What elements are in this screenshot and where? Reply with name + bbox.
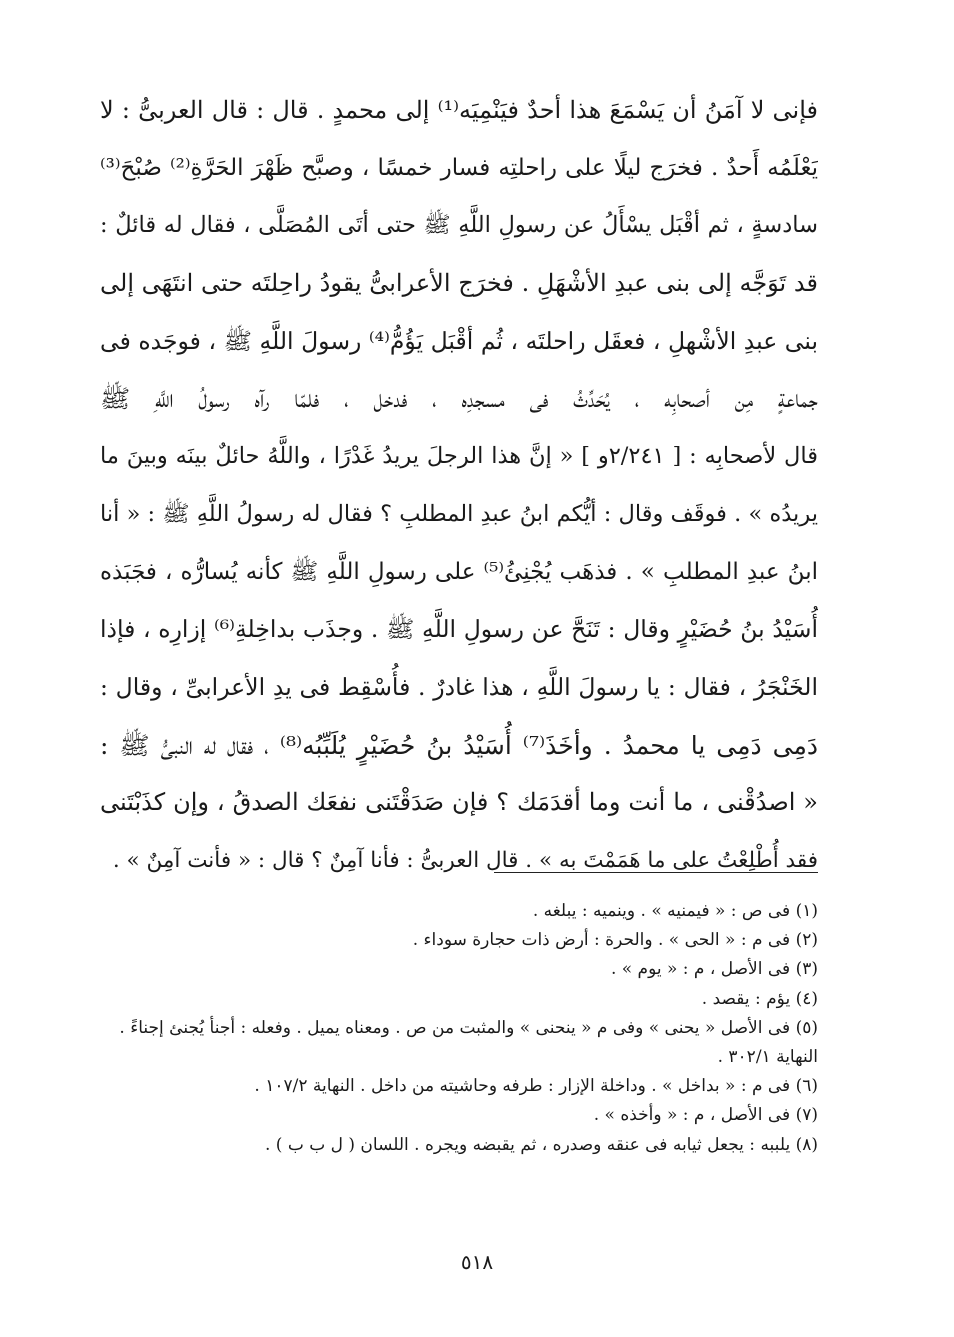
- main-text-line: الخَنْجَرُ ، فقال : يا رسولَ اللَّهِ ، هذا غادرٌ . فأُسْقِط فى يدِ الأعرابىِّ ، وقال :: [100, 672, 818, 701]
- main-text-line: قال لأصحابِه : [ ٢/٢٤١و ] « إنَّ هذا الرجلَ يريدُ غَدْرًا ، واللَّهُ حائلٌ بينَه وبينَ ما: [100, 443, 818, 470]
- footnote-line: (٣) فى الأصل ، م : « يوم » .: [610, 959, 818, 980]
- main-text-line: دَمِى دَمِى يا محمدُ . وأخَذَ⁽⁷⁾ أُسَيْدُ بنُ حُضَيْرٍ يُلَبِّبُه⁽⁸⁾ ، فقال له النبىُّ ﷺ :: [100, 730, 818, 760]
- main-text-line: فقد أُطْلِعْتُ على ما هَمَمْتَ به » . قال العربىُّ : فأنا آمِنٌ ؟ قال : « فأنت آمِنٌ » .: [112, 847, 818, 873]
- main-text-line: يريدُه » . فوقَف وقال : أيُّكم ابنُ عبدِ المطلبِ ؟ فقال له رسولُ اللَّهِ ﷺ : « أنا: [100, 500, 818, 527]
- main-text-line: جماعةٍ مِن أصحابِه ، يُحَدِّثُ فى مسجدِه ، فدخل ، فلمّا رآه رسولُ اللَّهِ ﷺ: [100, 384, 818, 414]
- footnote-line: (٢) فى م : « الحى » . والحرة : أرض ذات حجارة سوداء .: [412, 930, 818, 951]
- page-number: ٥١٨: [460, 1250, 494, 1274]
- footnote-line: (٨) يلببه : يجعل ثيابه فى عنقه وصدره ، ثم يقبضه ويجره . اللسان ( ل ب ب ) .: [264, 1134, 818, 1155]
- main-text-line: أُسَيْدُ بنُ حُضَيْرٍ وقال : تَنَحَّ عن رسولِ اللَّهِ ﷺ . وجذَب بداخِلةِ⁽⁶⁾ إزارِه ، فإذا: [100, 615, 818, 644]
- main-text-line: يَعْلَمُه أَحدٌ . فخرَج ليلًا على راحلتِه فسار خمسًا ، وصبَّح ظَهْرَ الحَرَّةِ⁽²⁾ صُبْحَ⁽³⁾: [100, 154, 818, 181]
- main-text-line: « اصدُقْنى ، ما أنت وما أقدَمَك ؟ فإن صَدَقْتَنى نفعَك الصدقُ ، وإن كذَبْتَنى: [100, 788, 818, 817]
- footnote-line: (١) فى ص : « فيمنيه » . وينميه : يبلغه .: [532, 901, 818, 921]
- main-text-line: فإنى لا آمَنُ أن يَسْمَعَ هذا أحدٌ فيَنْمِيَه⁽¹⁾ إلى محمدٍ . قال : قال العربىُّ : لا: [100, 96, 818, 124]
- footnote-continuation-line: النهاية ٣٠٢/١ .: [717, 1046, 818, 1067]
- footnote-line: (٦) فى م : « بداخل » . وداخلة الإزار : طرفه وحاشيته من داخل . النهاية ١٠٧/٢ .: [254, 1076, 818, 1097]
- footnote-separator-rule: [494, 872, 818, 873]
- main-text-block: [100, 82, 818, 890]
- footnote-line: (٧) فى الأصل ، م : « وأخذه » .: [593, 1105, 818, 1126]
- main-text-line: ابنُ عبدِ المطلبِ » . فذهَب يُجْنِئُ⁽⁵⁾ على رسولِ اللَّهِ ﷺ كأنه يُسارُّه ، فجَبَذه: [100, 558, 818, 585]
- footnotes-block: [100, 897, 818, 1160]
- footnote-line: (٥) فى الأصل « يحنى » وفى م « ينحنى » والمثبت من ص . ومعناه يميل . وفعله : أجنأ يُجنئ إجناءً .: [119, 1017, 818, 1038]
- main-text-line: سادسةٍ ، ثم أقْبَل يسْأَلُ عن رسولِ اللَّهِ ﷺ حتى أتَى المُصَلَّى ، فقال له قائلٌ :: [100, 212, 818, 239]
- footnote-line: (٤) يؤم : يقصد .: [701, 988, 818, 1009]
- main-text-line: بنى عبدِ الأشْهلِ ، فعقَل راحلتَه ، ثُم أقْبَل يَؤُمُّ⁽⁴⁾ رسولَ اللَّهِ ﷺ ، فوجَده فى: [100, 326, 818, 355]
- main-text-line: قد تَوَجَّه إلى بنى عبدِ الأشْهَلِ . فخرَج الأعرابىُّ يقودُ راحِلتَه حتى انتَهَى إلى: [100, 269, 818, 298]
